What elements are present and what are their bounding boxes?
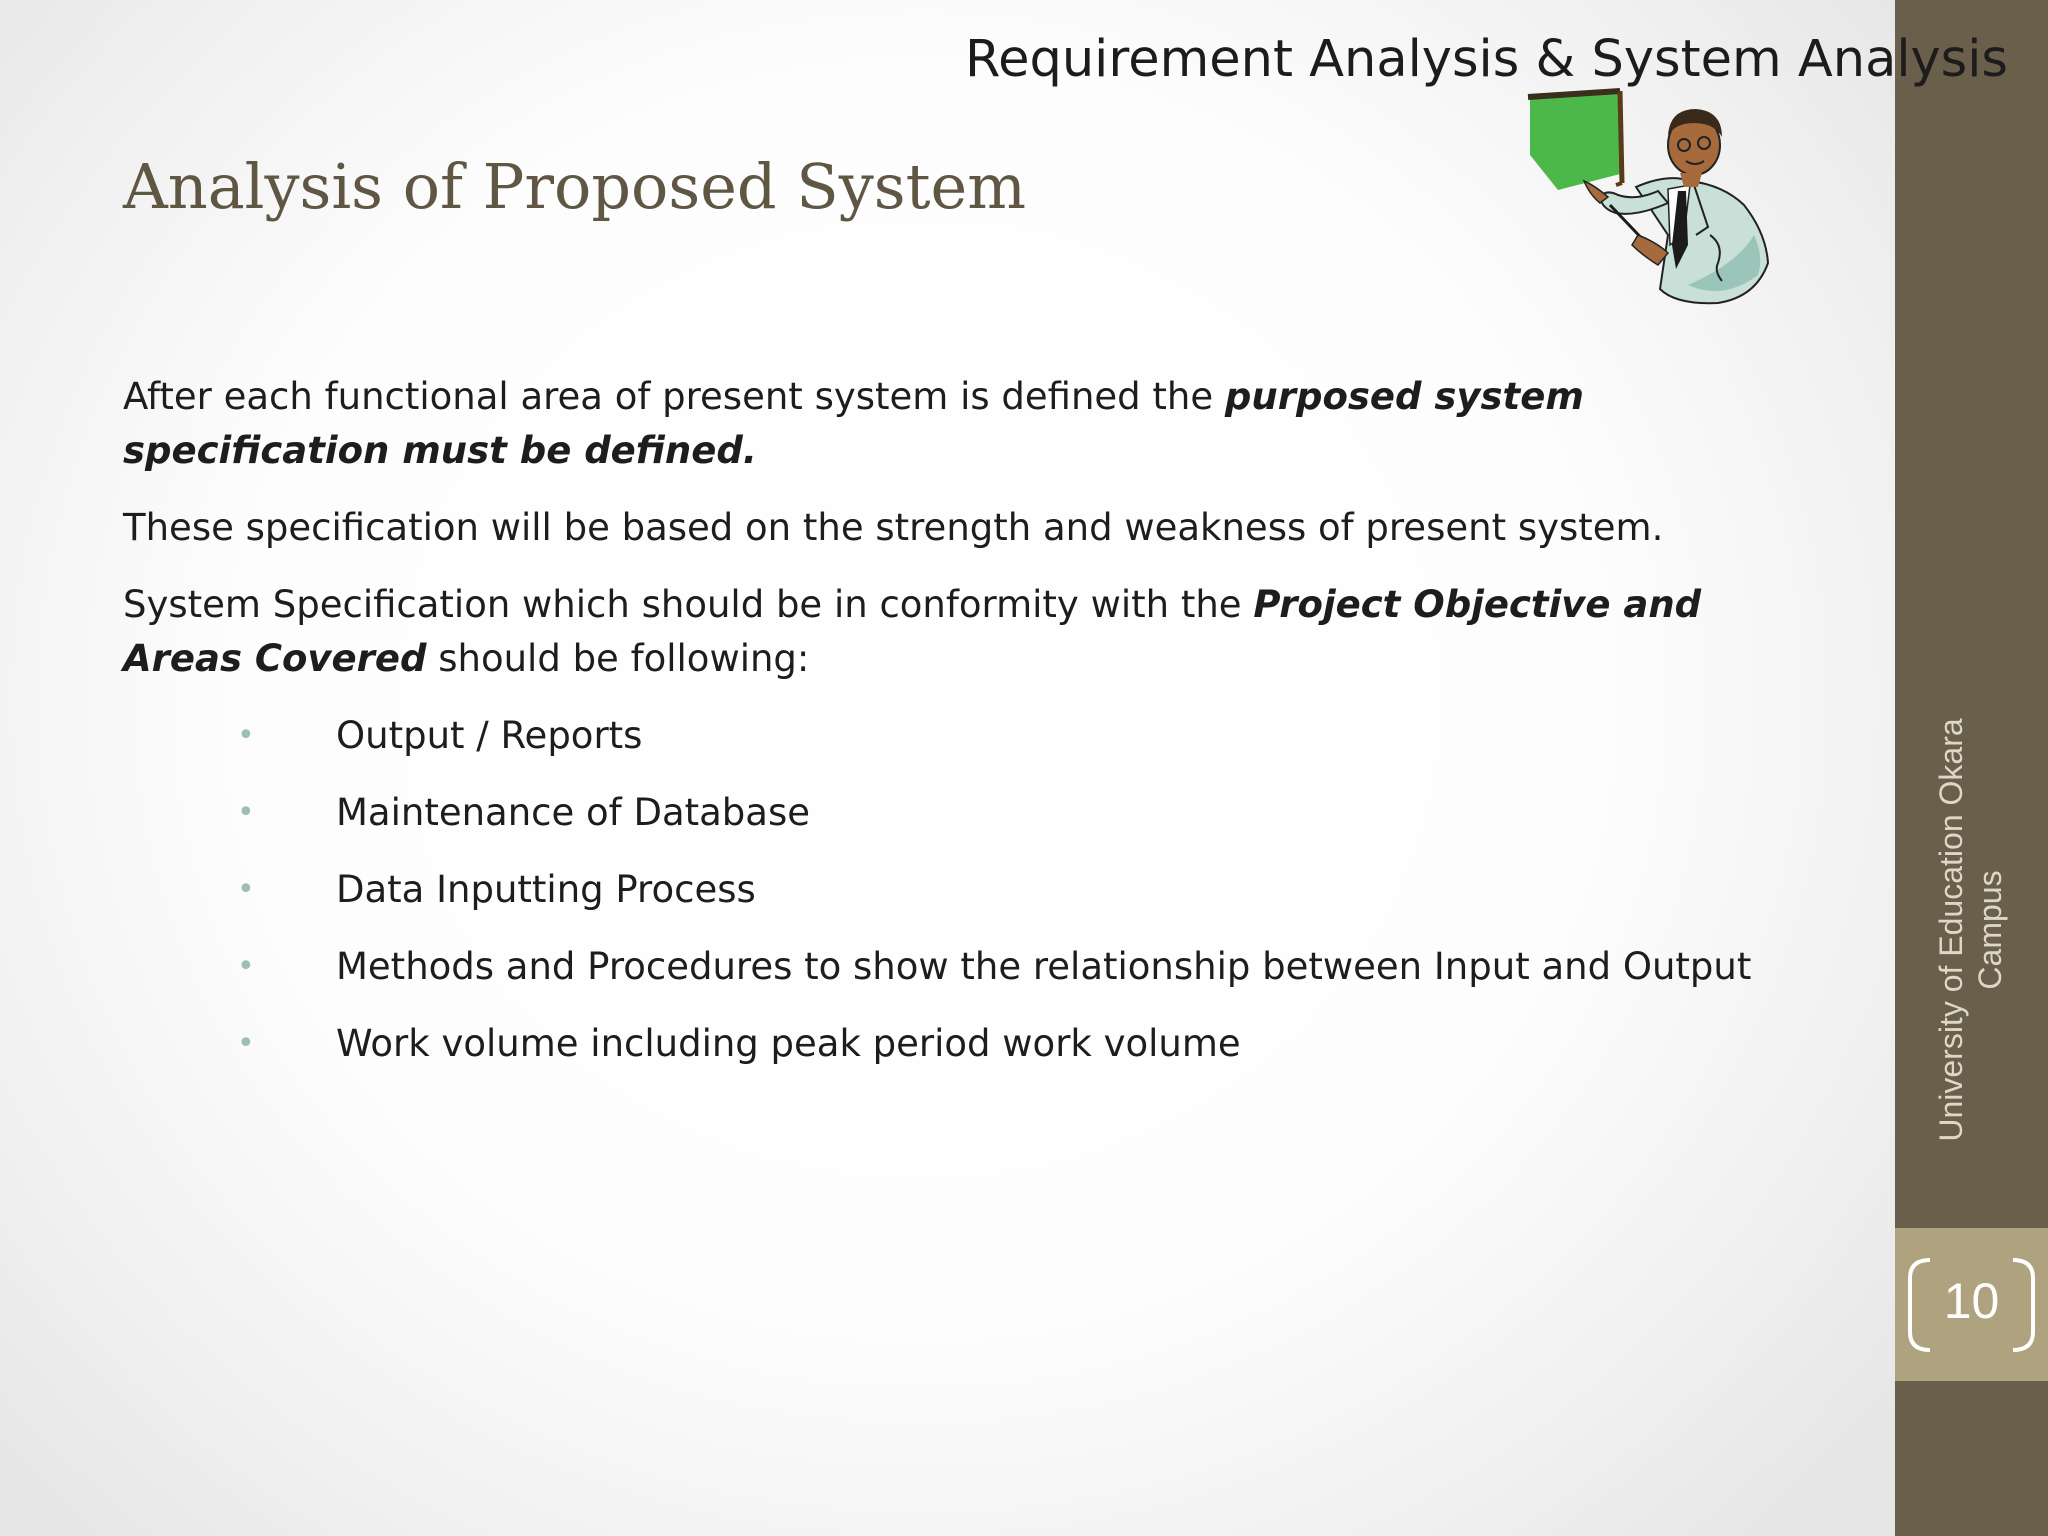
teacher-pointing-at-board-icon [1518,85,1778,310]
bullet-item [123,940,1803,994]
page-number-box [1895,1228,2048,1381]
sidebar-caption: University of Education Okara Campus [1933,718,2008,1142]
bullet-text: Data Inputting Process [336,868,756,911]
paragraph-emphasis: Project Objective and Areas Covered [123,583,1702,680]
slide-body [123,370,1803,1094]
body-paragraph [123,501,1803,555]
bullet-item [123,709,1803,763]
bullet-dot-icon: • [237,718,255,753]
bullet-item [123,786,1803,840]
bullet-text: Methods and Procedures to show the relationship between Input and Output [336,945,1752,988]
presentation-header-title: Requirement Analysis & System Analysis [964,30,2008,89]
bullet-item [123,1017,1803,1071]
bullet-list [123,709,1803,1071]
bullet-dot-icon: • [237,1026,255,1061]
paragraph-emphasis: purposed system specification must be defined. [123,375,1584,472]
paragraph-text: These specification will be based on the strength and weakness of present system. [123,506,1664,549]
paragraph-text: should be following: [426,637,810,680]
body-paragraph [123,578,1803,686]
bullet-dot-icon: • [237,872,255,907]
bullet-text: Work volume including peak period work volume [336,1022,1241,1065]
slide-title: Analysis of Proposed System [123,150,1026,223]
bullet-text: Output / Reports [336,714,643,757]
bullet-item [123,863,1803,917]
paragraph-text: After each functional area of present system is defined the [123,375,1225,418]
page-number: 10 [1943,1273,2000,1329]
body-paragraph [123,370,1803,478]
paragraph-text: System Specification which should be in conformity with the [123,583,1254,626]
bullet-text: Maintenance of Database [336,791,811,834]
bullet-dot-icon: • [237,795,255,830]
bullet-dot-icon: • [237,949,255,984]
